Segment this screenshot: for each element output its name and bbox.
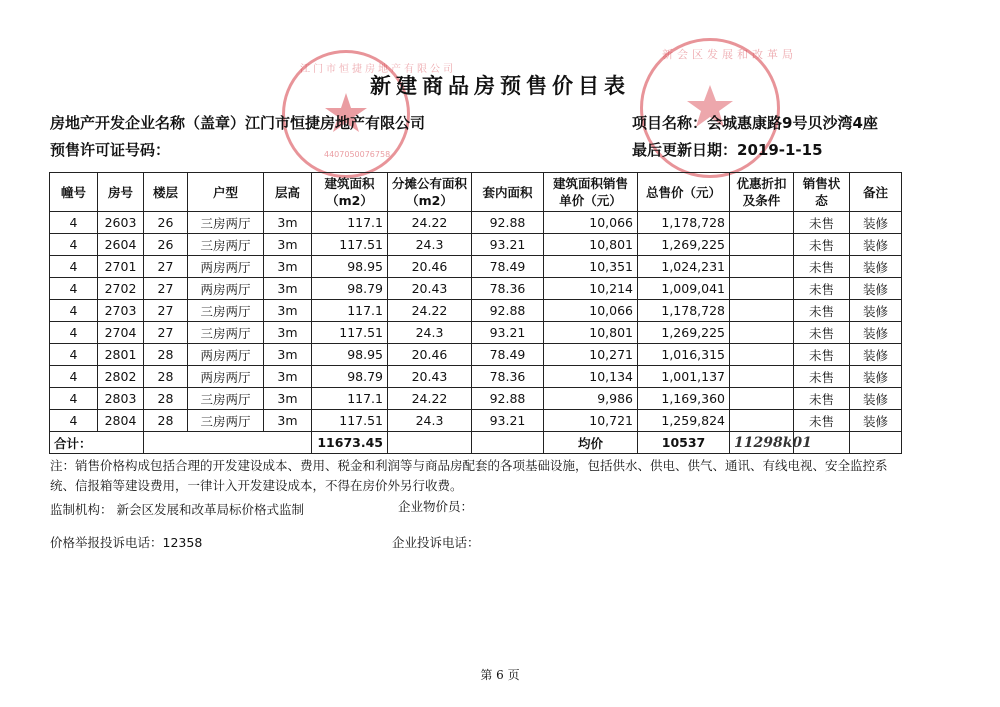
cell-height: 3m xyxy=(264,234,312,256)
header-status: 销售状态 xyxy=(794,173,850,212)
cell-status: 未售 xyxy=(794,322,850,344)
cell-inner-area: 92.88 xyxy=(472,300,544,322)
project-name: 会城惠康路9号贝沙湾4座 xyxy=(707,114,878,132)
cell-remark: 装修 xyxy=(850,366,902,388)
table-header-row xyxy=(50,173,902,212)
cell-shared-area: 24.22 xyxy=(388,212,472,234)
total-spacer xyxy=(144,432,312,454)
header-unit-price: 建筑面积销售单价（元） xyxy=(544,173,638,212)
header-height: 层高 xyxy=(264,173,312,212)
cell-total-price: 1,259,824 xyxy=(638,410,730,432)
header-inner-area: 套内面积 xyxy=(472,173,544,212)
cell-remark: 装修 xyxy=(850,212,902,234)
cell-floor: 27 xyxy=(144,278,188,300)
cell-height: 3m xyxy=(264,388,312,410)
cell-layout: 三房两厅 xyxy=(188,410,264,432)
cell-inner-area: 92.88 xyxy=(472,388,544,410)
cell-discount xyxy=(730,322,794,344)
table-row xyxy=(50,344,902,366)
header-layout: 户型 xyxy=(188,173,264,212)
cell-room: 2703 xyxy=(98,300,144,322)
cell-room: 2604 xyxy=(98,234,144,256)
total-row xyxy=(50,432,902,454)
cell-remark: 装修 xyxy=(850,322,902,344)
header-gross-area: 建筑面积（m2） xyxy=(312,173,388,212)
cell-total-price: 1,269,225 xyxy=(638,234,730,256)
cell-floor: 27 xyxy=(144,256,188,278)
page-number: 第 6 页 xyxy=(480,668,520,682)
cell-total-price: 1,009,041 xyxy=(638,278,730,300)
cell-building: 4 xyxy=(50,322,98,344)
cell-room: 2603 xyxy=(98,212,144,234)
total-label: 合计： xyxy=(50,432,144,454)
cell-room: 2803 xyxy=(98,388,144,410)
cell-status: 未售 xyxy=(794,234,850,256)
cell-height: 3m xyxy=(264,212,312,234)
cell-building: 4 xyxy=(50,388,98,410)
cell-height: 3m xyxy=(264,278,312,300)
cell-total-price: 1,024,231 xyxy=(638,256,730,278)
total-empty-4 xyxy=(850,432,902,454)
updated-label: 最后更新日期： xyxy=(632,141,738,159)
header-total-price: 总售价（元） xyxy=(638,173,730,212)
cell-room: 2804 xyxy=(98,410,144,432)
document-title: 新建商品房预售价目表 xyxy=(370,74,630,98)
handwritten-total: 11298k01 xyxy=(730,432,794,454)
cell-room: 2701 xyxy=(98,256,144,278)
cell-room: 2802 xyxy=(98,366,144,388)
cell-unit-price: 9,986 xyxy=(544,388,638,410)
cell-floor: 28 xyxy=(144,344,188,366)
cell-unit-price: 10,066 xyxy=(544,212,638,234)
cell-inner-area: 78.49 xyxy=(472,344,544,366)
table-row xyxy=(50,256,902,278)
cell-remark: 装修 xyxy=(850,410,902,432)
cell-layout: 三房两厅 xyxy=(188,388,264,410)
table-row xyxy=(50,322,902,344)
cell-floor: 28 xyxy=(144,366,188,388)
cell-inner-area: 93.21 xyxy=(472,322,544,344)
cell-total-price: 1,169,360 xyxy=(638,388,730,410)
cell-building: 4 xyxy=(50,212,98,234)
cell-remark: 装修 xyxy=(850,300,902,322)
cell-shared-area: 20.46 xyxy=(388,344,472,366)
inspector-label: 企业物价员： xyxy=(398,499,474,514)
cell-building: 4 xyxy=(50,410,98,432)
complaint-line xyxy=(392,533,480,551)
cell-unit-price: 10,721 xyxy=(544,410,638,432)
table-row xyxy=(50,388,902,410)
updated-line xyxy=(632,139,823,160)
price-table xyxy=(49,172,902,454)
cell-inner-area: 78.36 xyxy=(472,366,544,388)
cell-inner-area: 78.49 xyxy=(472,256,544,278)
cell-status: 未售 xyxy=(794,256,850,278)
cell-discount xyxy=(730,300,794,322)
cell-status: 未售 xyxy=(794,300,850,322)
cell-building: 4 xyxy=(50,278,98,300)
average-price-value: 10537 xyxy=(638,432,730,454)
cell-inner-area: 93.21 xyxy=(472,234,544,256)
cell-shared-area: 24.3 xyxy=(388,234,472,256)
cell-unit-price: 10,066 xyxy=(544,300,638,322)
cell-status: 未售 xyxy=(794,212,850,234)
cell-gross-area: 117.1 xyxy=(312,212,388,234)
header-building: 幢号 xyxy=(50,173,98,212)
supervision-value: 新会区发展和改革局标价格式监制 xyxy=(116,502,305,517)
cell-building: 4 xyxy=(50,256,98,278)
cell-gross-area: 98.95 xyxy=(312,256,388,278)
cell-remark: 装修 xyxy=(850,256,902,278)
table-row xyxy=(50,366,902,388)
cell-height: 3m xyxy=(264,256,312,278)
cell-layout: 三房两厅 xyxy=(188,212,264,234)
cell-floor: 28 xyxy=(144,410,188,432)
cell-gross-area: 98.95 xyxy=(312,344,388,366)
table-row xyxy=(50,212,902,234)
cell-height: 3m xyxy=(264,322,312,344)
cell-floor: 27 xyxy=(144,300,188,322)
supervision-label: 监制机构： xyxy=(50,502,113,517)
header-shared-area: 分摊公有面积（m2） xyxy=(388,173,472,212)
header-discount: 优惠折扣及条件 xyxy=(730,173,794,212)
cell-status: 未售 xyxy=(794,278,850,300)
cell-room: 2702 xyxy=(98,278,144,300)
cell-remark: 装修 xyxy=(850,388,902,410)
cell-remark: 装修 xyxy=(850,278,902,300)
developer-line xyxy=(50,112,425,133)
cell-gross-area: 117.51 xyxy=(312,410,388,432)
cell-unit-price: 10,801 xyxy=(544,234,638,256)
company-seal-text: 江门市恒捷房地产有限公司 xyxy=(300,64,456,75)
cell-room: 2801 xyxy=(98,344,144,366)
cell-building: 4 xyxy=(50,344,98,366)
header-remark: 备注 xyxy=(850,173,902,212)
company-seal-number: 4407050076758 xyxy=(324,150,391,159)
total-area: 11673.45 xyxy=(312,432,388,454)
cell-discount xyxy=(730,410,794,432)
cell-layout: 两房两厅 xyxy=(188,278,264,300)
cell-gross-area: 117.1 xyxy=(312,300,388,322)
average-price-label: 均价 xyxy=(544,432,638,454)
inspector-line xyxy=(398,497,473,515)
cell-height: 3m xyxy=(264,300,312,322)
cell-height: 3m xyxy=(264,410,312,432)
footnote: 注：销售价格构成包括合理的开发建设成本、费用、税金和利润等与商品房配套的各项基础设施，包括供水、供电、供气、通讯、有线电视、安全监控系统、信报箱等建设费用，一律计入开发建设成本，不得在房价外另行收费。 xyxy=(50,458,888,493)
hotline-label: 价格举报投诉电话： xyxy=(50,535,163,550)
cell-status: 未售 xyxy=(794,366,850,388)
permit-label: 预售许可证号码： xyxy=(50,141,171,159)
cell-shared-area: 20.43 xyxy=(388,366,472,388)
project-line xyxy=(632,112,878,133)
cell-discount xyxy=(730,344,794,366)
table-row xyxy=(50,410,902,432)
cell-building: 4 xyxy=(50,300,98,322)
cell-shared-area: 24.3 xyxy=(388,410,472,432)
cell-shared-area: 24.3 xyxy=(388,322,472,344)
cell-building: 4 xyxy=(50,366,98,388)
cell-building: 4 xyxy=(50,234,98,256)
cell-discount xyxy=(730,278,794,300)
cell-layout: 三房两厅 xyxy=(188,322,264,344)
cell-discount xyxy=(730,256,794,278)
cell-unit-price: 10,801 xyxy=(544,322,638,344)
cell-gross-area: 98.79 xyxy=(312,278,388,300)
developer-name: 江门市恒捷房地产有限公司 xyxy=(245,114,426,132)
cell-floor: 26 xyxy=(144,212,188,234)
project-label: 项目名称： xyxy=(632,114,708,132)
cell-status: 未售 xyxy=(794,388,850,410)
table-row xyxy=(50,300,902,322)
cell-shared-area: 24.22 xyxy=(388,388,472,410)
cell-layout: 两房两厅 xyxy=(188,256,264,278)
cell-floor: 26 xyxy=(144,234,188,256)
hotline-line xyxy=(50,533,202,551)
cell-discount xyxy=(730,234,794,256)
cell-inner-area: 93.21 xyxy=(472,410,544,432)
cell-total-price: 1,001,137 xyxy=(638,366,730,388)
cell-room: 2704 xyxy=(98,322,144,344)
developer-label: 房地产开发企业名称（盖章） xyxy=(50,114,246,132)
table-row xyxy=(50,234,902,256)
cell-height: 3m xyxy=(264,366,312,388)
cell-shared-area: 20.46 xyxy=(388,256,472,278)
cell-gross-area: 117.51 xyxy=(312,234,388,256)
cell-discount xyxy=(730,366,794,388)
cell-gross-area: 98.79 xyxy=(312,366,388,388)
cell-shared-area: 20.43 xyxy=(388,278,472,300)
total-empty-2 xyxy=(472,432,544,454)
supervision-line xyxy=(50,500,304,518)
cell-remark: 装修 xyxy=(850,234,902,256)
cell-height: 3m xyxy=(264,344,312,366)
cell-layout: 三房两厅 xyxy=(188,300,264,322)
cell-inner-area: 78.36 xyxy=(472,278,544,300)
cell-status: 未售 xyxy=(794,344,850,366)
permit-line xyxy=(50,139,170,160)
cell-total-price: 1,178,728 xyxy=(638,212,730,234)
total-empty-1 xyxy=(388,432,472,454)
complaint-label: 企业投诉电话： xyxy=(392,535,480,550)
cell-discount xyxy=(730,212,794,234)
cell-layout: 两房两厅 xyxy=(188,344,264,366)
cell-gross-area: 117.51 xyxy=(312,322,388,344)
bureau-seal-text: 新会区发展和改革局 xyxy=(662,48,797,61)
cell-unit-price: 10,214 xyxy=(544,278,638,300)
cell-total-price: 1,269,225 xyxy=(638,322,730,344)
header-floor: 楼层 xyxy=(144,173,188,212)
table-row xyxy=(50,278,902,300)
cell-unit-price: 10,134 xyxy=(544,366,638,388)
cell-layout: 三房两厅 xyxy=(188,234,264,256)
header-room: 房号 xyxy=(98,173,144,212)
cell-total-price: 1,178,728 xyxy=(638,300,730,322)
cell-layout: 两房两厅 xyxy=(188,366,264,388)
updated-date: 2019-1-15 xyxy=(737,141,823,159)
cell-floor: 28 xyxy=(144,388,188,410)
cell-status: 未售 xyxy=(794,410,850,432)
cell-unit-price: 10,351 xyxy=(544,256,638,278)
cell-discount xyxy=(730,388,794,410)
cell-unit-price: 10,271 xyxy=(544,344,638,366)
cell-remark: 装修 xyxy=(850,344,902,366)
table-body xyxy=(50,212,902,432)
hotline-value: 12358 xyxy=(162,535,203,550)
cell-gross-area: 117.1 xyxy=(312,388,388,410)
cell-shared-area: 24.22 xyxy=(388,300,472,322)
cell-inner-area: 92.88 xyxy=(472,212,544,234)
cell-floor: 27 xyxy=(144,322,188,344)
cell-total-price: 1,016,315 xyxy=(638,344,730,366)
